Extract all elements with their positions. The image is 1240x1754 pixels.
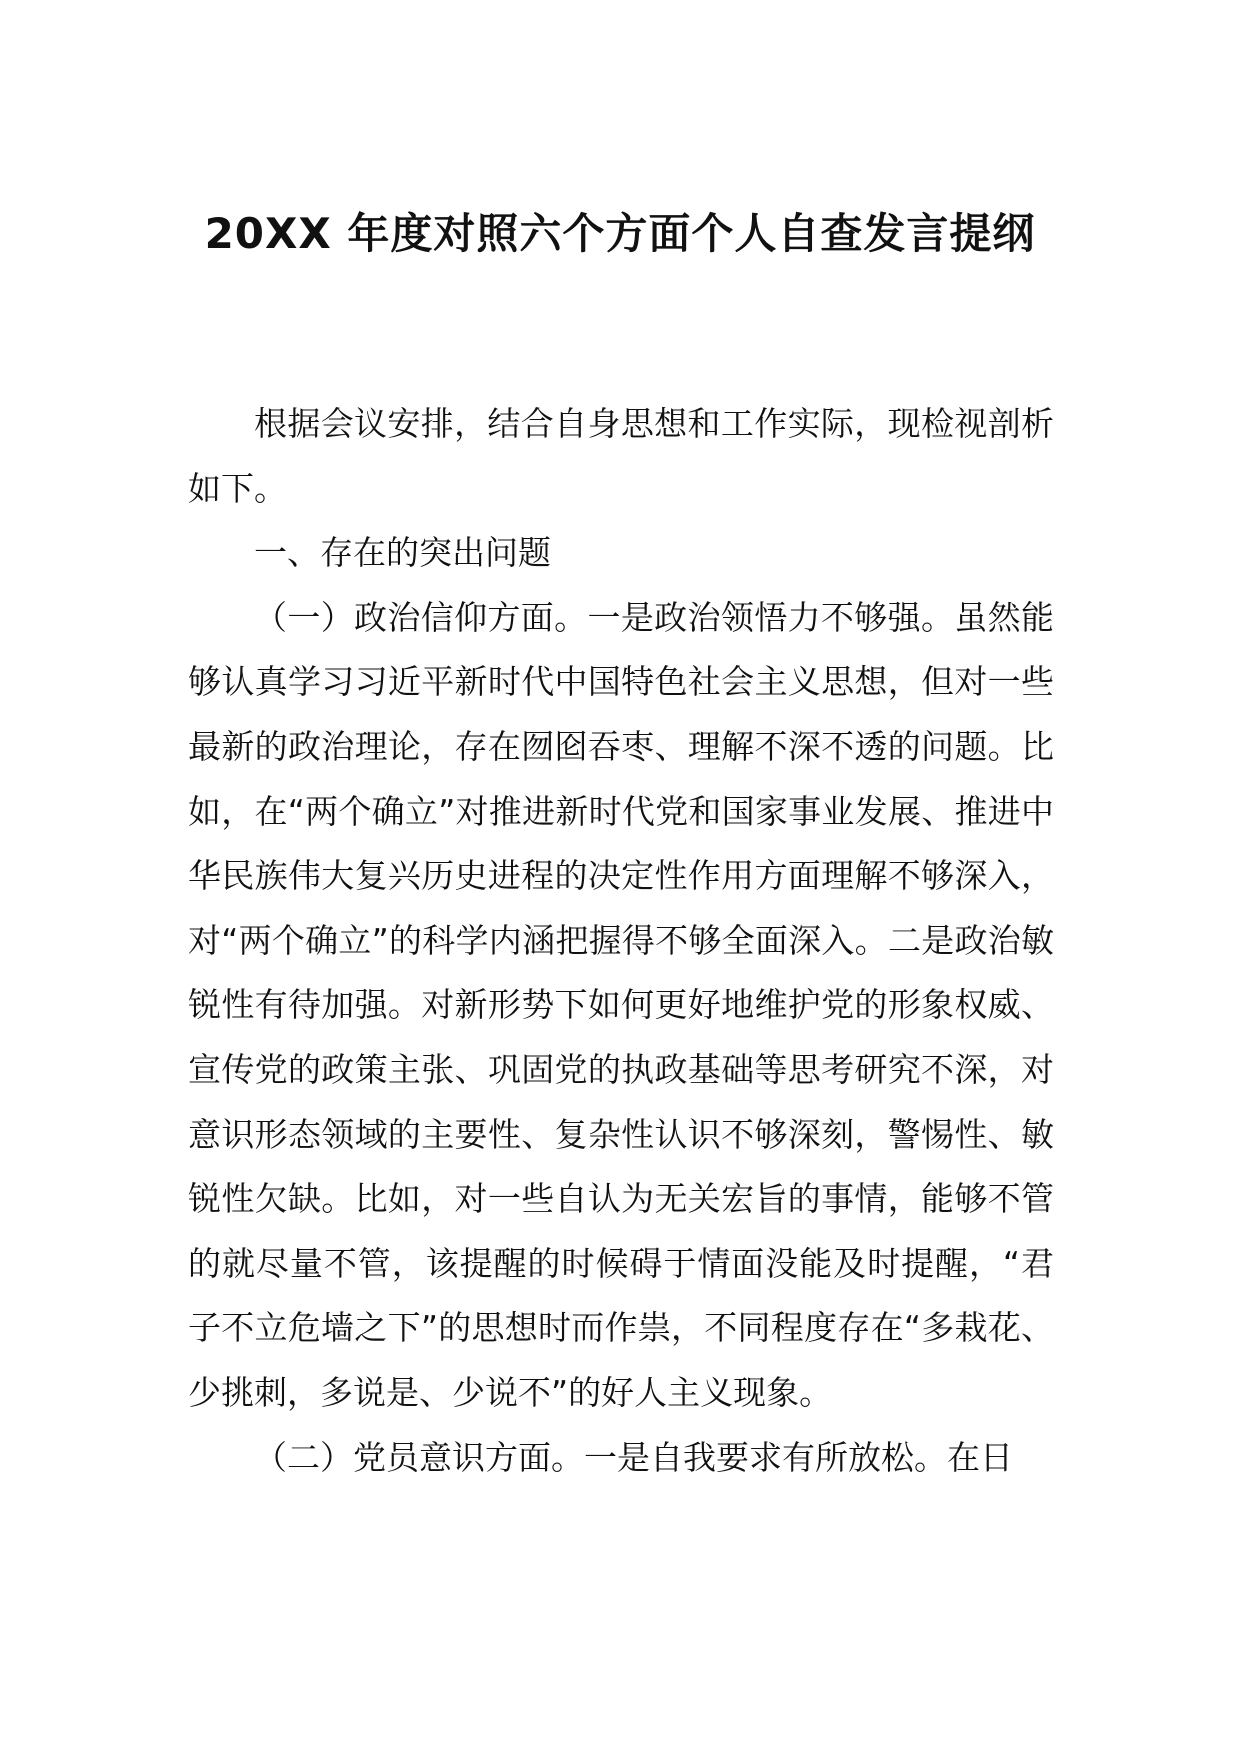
document-body xyxy=(188,392,1054,1490)
paragraph-political-belief: （一）政治信仰方面。一是政治领悟力不够强。虽然能够认真学习习近平新时代中国特色社会主义思想，但对一些最新的政治理论，存在囫囵吞枣、理解不深不透的问题。比如，在“两个确立”对推进新时代党和国家事业发展、推进中华民族伟大复兴历史进程的决定性作用方面理解不够深入，对“两个确立”的科学内涵把握得不够全面深入。二是政治敏锐性有待加强。对新形势下如何更好地维护党的形象权威、宣传党的政策主张、巩固党的执政基础等思考研究不深，对意识形态领域的主要性、复杂性认识不够深刻，警惕性、敏锐性欠缺。比如，对一些自认为无关宏旨的事情，能够不管的就尽量不管，该提醒的时候碍于情面没能及时提醒，“君子不立危墙之下”的思想时而作祟，不同程度存在“多栽花、少挑刺，多说是、少说不”的好人主义现象。 xyxy=(188,597,1054,1412)
paragraph-party-awareness: （二）党员意识方面。一是自我要求有所放松。在日 xyxy=(254,1437,1013,1477)
paragraph-intro: 根据会议安排，结合自身思想和工作实际，现检视剖析如下。 xyxy=(188,404,1054,508)
document-title: 20XX 年度对照六个方面个人自查发言提纲 xyxy=(204,209,1036,258)
section-heading-problems: 一、存在的突出问题 xyxy=(254,533,551,573)
